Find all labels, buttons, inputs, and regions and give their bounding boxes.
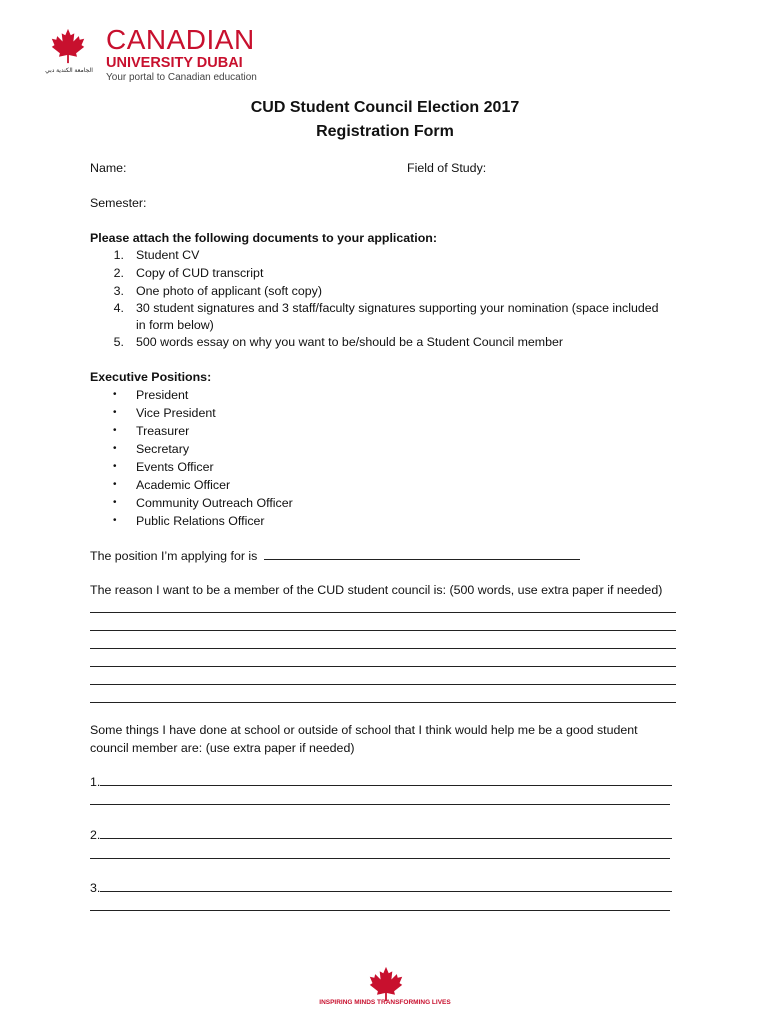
reason-answer-line[interactable]: [90, 612, 676, 613]
answer-1-row: [90, 773, 672, 791]
arabic-university-name: الجامعة الكندية دبي: [45, 68, 93, 74]
things-prompt-line2: council member are: (use extra paper if needed): [90, 741, 355, 755]
bullet: •: [113, 389, 117, 400]
document-item: One photo of applicant (soft copy): [136, 284, 322, 298]
position-item: Community Outreach Officer: [136, 496, 293, 510]
bullet: •: [113, 443, 117, 454]
maple-leaf-logo-icon: [50, 28, 86, 64]
position-item: Events Officer: [136, 460, 214, 474]
footer-maple-leaf-icon: [367, 966, 405, 1002]
brand-name-line2: UNIVERSITY DUBAI: [106, 55, 243, 71]
things-prompt-line1: Some things I have done at school or outside of school that I think would help me be a good student: [90, 723, 638, 737]
position-item: Public Relations Officer: [136, 514, 265, 528]
document-item: 30 student signatures and 3 staff/faculty signatures supporting your nomination (space included: [136, 301, 659, 315]
answer-3-label: 3.: [90, 881, 101, 895]
reason-answer-line[interactable]: [90, 666, 676, 667]
list-number: 2.: [113, 266, 124, 280]
bullet: •: [113, 497, 117, 508]
list-number: 3.: [113, 284, 124, 298]
answer-3-row: [90, 879, 672, 897]
document-item: Student CV: [136, 248, 200, 262]
list-number: 5.: [113, 335, 124, 349]
answer-2-row: [90, 826, 672, 844]
answer-2-line2[interactable]: [90, 858, 670, 859]
documents-heading: Please attach the following documents to your application:: [90, 231, 437, 245]
document-item: Copy of CUD transcript: [136, 266, 264, 280]
field-of-study-label: Field of Study:: [407, 161, 487, 175]
answer-1-blank[interactable]: [100, 773, 672, 786]
bullet: •: [113, 425, 117, 436]
list-number: 4.: [113, 301, 124, 315]
position-item: Academic Officer: [136, 478, 231, 492]
form-title: CUD Student Council Election 2017: [250, 99, 520, 116]
bullet: •: [113, 515, 117, 526]
list-number: 1.: [113, 248, 124, 262]
reason-answer-line[interactable]: [90, 630, 676, 631]
positions-heading: Executive Positions:: [90, 370, 212, 384]
bullet: •: [113, 461, 117, 472]
document-item: 500 words essay on why you want to be/should be a Student Council member: [136, 335, 564, 349]
position-item: Secretary: [136, 442, 190, 456]
answer-1-label: 1.: [90, 775, 101, 789]
reason-answer-line[interactable]: [90, 684, 676, 685]
bullet: •: [113, 479, 117, 490]
position-applying-blank[interactable]: [264, 547, 580, 560]
position-applying-row: [90, 547, 580, 565]
brand-name-line1: CANADIAN: [106, 24, 255, 55]
position-item: Treasurer: [136, 424, 190, 438]
answer-3-blank[interactable]: [100, 879, 672, 892]
bullet: •: [113, 407, 117, 418]
reason-answer-line[interactable]: [90, 648, 676, 649]
reason-prompt: The reason I want to be a member of the CUD student council is: (500 words, use extra paper if needed): [90, 583, 663, 597]
name-label: Name:: [90, 161, 127, 175]
brand-tagline: Your portal to Canadian education: [106, 72, 257, 83]
answer-2-blank[interactable]: [100, 826, 672, 839]
footer-slogan: INSPIRING MINDS TRANSFORMING LIVES: [319, 999, 451, 1006]
position-applying-label: The position I’m applying for is: [90, 549, 258, 563]
semester-label: Semester:: [90, 196, 147, 210]
answer-3-line2[interactable]: [90, 910, 670, 911]
reason-answer-line[interactable]: [90, 702, 676, 703]
form-subtitle: Registration Form: [316, 123, 454, 140]
position-item: President: [136, 388, 189, 402]
answer-1-line2[interactable]: [90, 804, 670, 805]
position-item: Vice President: [136, 406, 216, 420]
document-item-continuation: in form below): [136, 318, 214, 332]
answer-2-label: 2.: [90, 828, 101, 842]
